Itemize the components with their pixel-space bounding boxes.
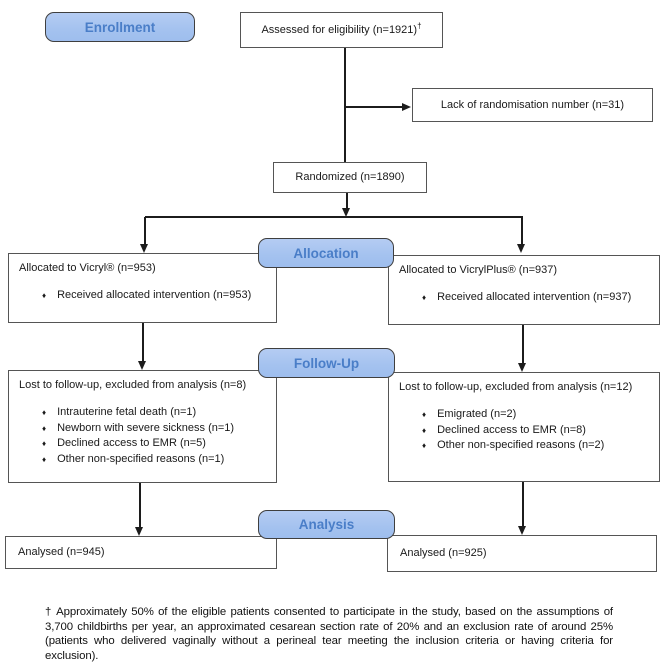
lost-followup-left-box (8, 370, 277, 483)
connector-split-horizontal (145, 216, 523, 218)
arrowhead-down-followup-left (138, 361, 146, 370)
allocated-vicryl-title: Allocated to Vicryl® (n=953) (19, 262, 156, 274)
assessed-eligibility-box (240, 12, 443, 48)
lost-followup-right-title: Lost to follow-up, excluded from analysis (n=12) (399, 381, 633, 393)
randomized-box (273, 162, 427, 193)
footnote: † Approximately 50% of the eligible patients consented to participate in the study, based on the assumptions of 3,700 childbirths per year, an approximated cesarean section rate of 20% and an exclusion rate of around 25% (patients who delivered vaginally without a perineal tear meeting the inclusion criteria or having criteria for exclusion). (45, 606, 613, 662)
bullet-text: Emigrated (n=2) (437, 408, 517, 420)
bullet-item (9, 452, 276, 468)
arrowhead-down-split (342, 208, 350, 217)
allocated-vicrylplus-box (388, 255, 660, 325)
connector-followup-to-analysed-right (522, 482, 524, 526)
bullet-item (9, 421, 276, 437)
diamond-bullet-icon: ♦ (422, 441, 427, 450)
connector-split-to-alloc-right (521, 217, 523, 244)
allocated-vicrylplus-title: Allocated to VicrylPlus® (n=937) (399, 264, 558, 276)
analysed-left-text: Analysed (n=945) (18, 546, 105, 558)
bullet-text: Other non-specified reasons (n=2) (437, 439, 605, 451)
arrowhead-down-followup-right (518, 363, 526, 372)
bullet-item (389, 290, 659, 306)
bullet-item (9, 436, 276, 452)
stage-label-enrollment: Enrollment (45, 12, 195, 42)
stage-label-followup: Follow-Up (258, 348, 395, 378)
connector-alloc-to-followup-right (522, 325, 524, 363)
diamond-bullet-icon: ♦ (422, 425, 427, 435)
connector-alloc-to-followup-left (142, 323, 144, 361)
arrowhead-down-analysed-right (518, 526, 526, 535)
connector-assessed-to-randomized (344, 48, 346, 162)
lack-randomisation-text: Lack of randomisation number (n=31) (440, 98, 625, 111)
analysed-right-text: Analysed (n=925) (400, 547, 487, 559)
connector-followup-to-analysed-left (139, 483, 141, 527)
bullet-text: Intrauterine fetal death (n=1) (57, 406, 197, 418)
diamond-bullet-icon: ♦ (422, 410, 427, 419)
lost-followup-left-title: Lost to follow-up, excluded from analysis (n=8) (19, 379, 247, 391)
bullet-text: Declined access to EMR (n=5) (57, 437, 206, 449)
lack-randomisation-box (412, 88, 653, 122)
lost-followup-right-box (388, 372, 660, 482)
randomized-text: Randomized (n=1890) (295, 171, 405, 183)
diamond-bullet-icon: ♦ (42, 423, 47, 433)
diamond-bullet-icon: ♦ (42, 454, 47, 464)
assessed-eligibility-text: Assessed for eligibility (n=1921)† (261, 20, 422, 36)
dagger-superscript: † (417, 20, 422, 30)
diamond-bullet-icon: ♦ (42, 439, 47, 448)
stage-label-allocation: Allocation (258, 238, 394, 268)
bullet-text: Declined access to EMR (n=8) (437, 423, 586, 436)
diamond-bullet-icon: ♦ (42, 291, 47, 300)
analysed-left-box (5, 536, 277, 569)
bullet-text: Other non-specified reasons (n=1) (57, 452, 225, 465)
bullet-item (389, 407, 659, 423)
analysed-right-box (387, 535, 657, 572)
diamond-bullet-icon: ♦ (422, 293, 427, 302)
connector-branch-to-lack (344, 106, 403, 108)
bullet-text: Received allocated intervention (n=937) (437, 291, 632, 303)
bullet-item (9, 405, 276, 421)
connector-randomized-to-split (346, 193, 348, 209)
bullet-item (389, 438, 659, 454)
stage-label-analysis: Analysis (258, 510, 395, 539)
allocated-vicryl-box (8, 253, 277, 323)
connector-split-to-alloc-left (144, 217, 146, 244)
arrowhead-down-alloc-left (140, 244, 148, 253)
bullet-text: Newborn with severe sickness (n=1) (57, 421, 235, 434)
bullet-item (389, 423, 659, 439)
bullet-text: Received allocated intervention (n=953) (57, 289, 252, 301)
diamond-bullet-icon: ♦ (42, 408, 47, 417)
arrowhead-down-analysed-left (135, 527, 143, 536)
arrowhead-right-lack (402, 103, 411, 111)
bullet-item (9, 288, 276, 304)
arrowhead-down-alloc-right (517, 244, 525, 253)
